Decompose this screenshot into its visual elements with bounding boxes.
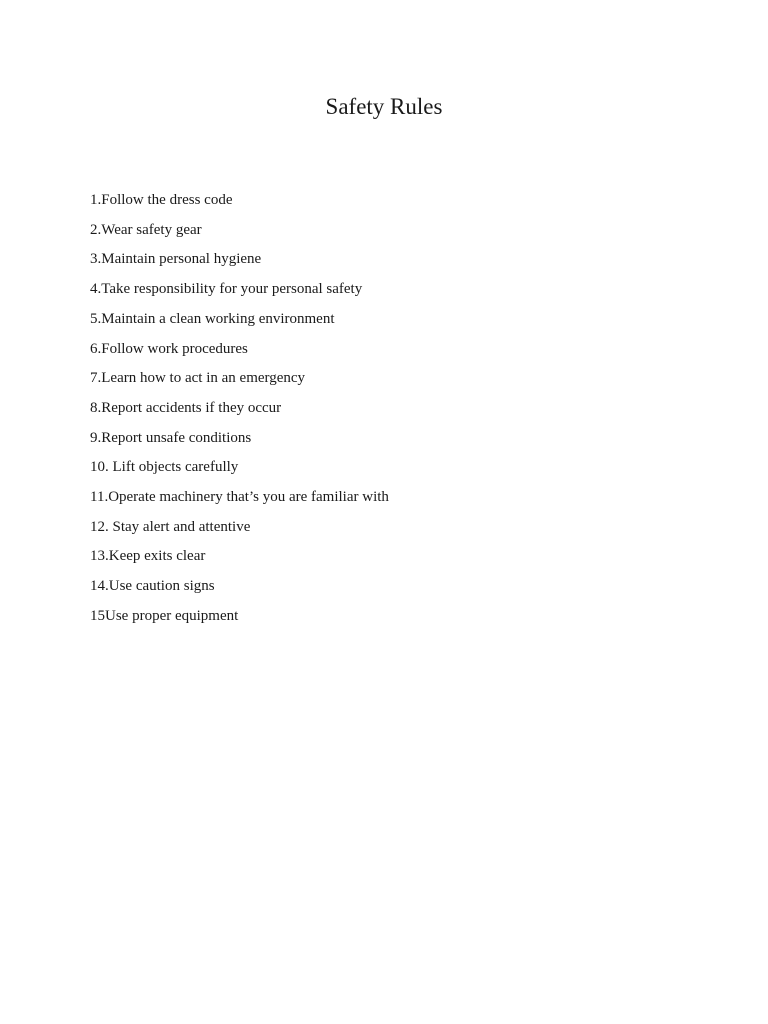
rule-item: 14.Use caution signs: [90, 578, 215, 595]
rule-item: 10. Lift objects carefully: [90, 459, 239, 476]
rules-list: [90, 186, 389, 632]
rule-item: 2.Wear safety gear: [90, 221, 202, 238]
rule-item: 12. Stay alert and attentive: [90, 518, 251, 535]
rule-item: 7.Learn how to act in an emergency: [90, 370, 306, 387]
rule-item: 4.Take responsibility for your personal safety: [90, 281, 363, 298]
rule-item: 1.Follow the dress code: [90, 192, 233, 208]
rule-item: 3.Maintain personal hygiene: [90, 251, 262, 268]
rule-item: 13.Keep exits clear: [90, 548, 206, 565]
page-title: Safety Rules: [325, 94, 443, 119]
rule-item: 9.Report unsafe conditions: [90, 429, 252, 446]
rule-item: 15Use proper equipment: [90, 607, 239, 624]
rule-item: 5.Maintain a clean working environment: [90, 310, 335, 327]
rule-item: 8.Report accidents if they occur: [90, 399, 282, 416]
rule-item: 6.Follow work procedures: [90, 340, 248, 357]
rule-item: 11.Operate machinery that’s you are familiar with: [90, 489, 389, 506]
